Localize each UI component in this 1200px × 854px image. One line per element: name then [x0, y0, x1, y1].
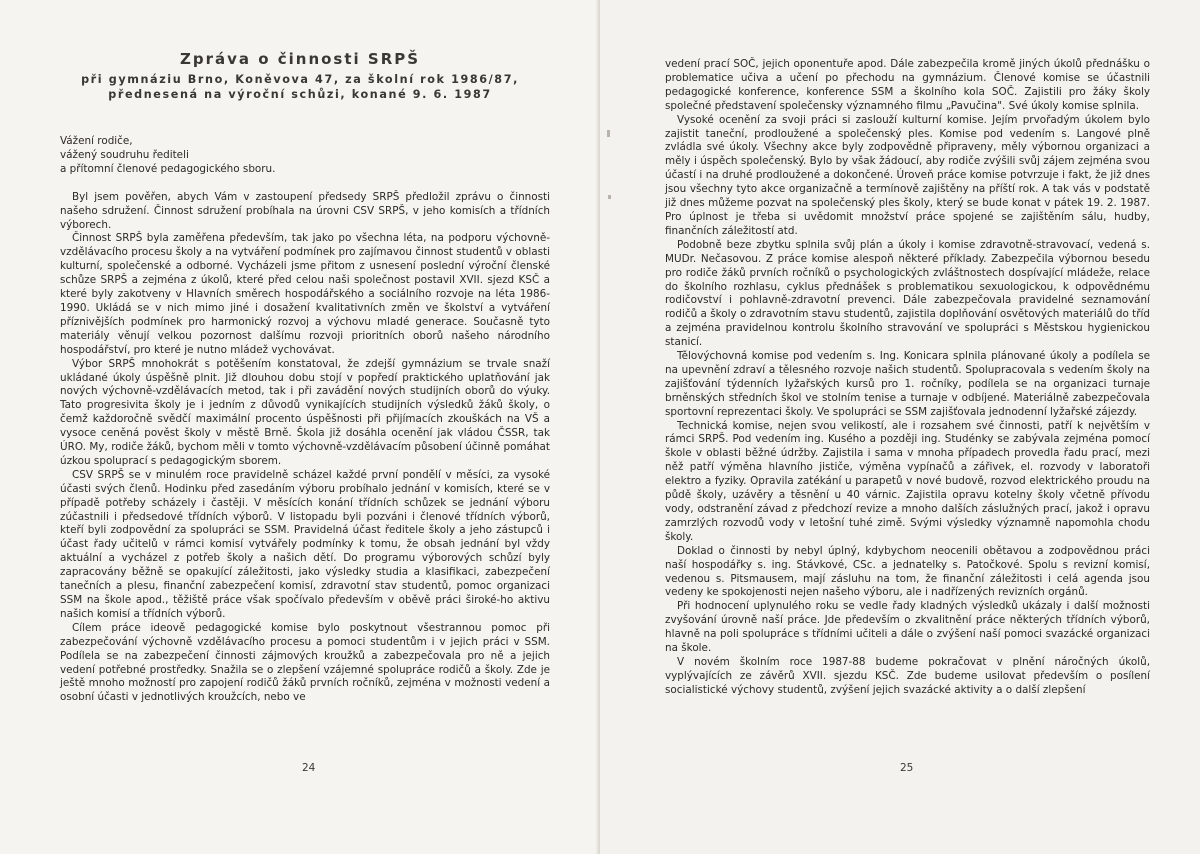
salutation-line: vážený soudruhu řediteli	[60, 148, 189, 161]
salutation	[60, 135, 550, 177]
paragraph: Výbor SRPŠ mnohokrát s potěšením konstatoval, že zdejší gymnázium se trvale snaží ukládané úkoly úspěšně plnit. Již dlouhou dobu stojí v popředí praktického uplatňování jak nových výchovně-vzdělávacích metod, tak i při zavádění nových studijních oborů do výuky. Tato progresivita školy je i jedním z důvodů vynikajících studijních výsledků žáků školy, o čemž každoročně svědčí maximální procento úspěšnosti při přijímacích zkouškách na VŠ a vysoce ceněná pověst školy v městě Brně. Škola již dosáhla ocenění jak vládou ČSSR, tak ÚRO. My, rodiče žáků, bychom měli v tomto výchovně-vzdělávacím působení účinně pomáhat úzkou spoluprací s pedagogickým sborem.	[60, 357, 550, 467]
right-page	[600, 0, 1200, 854]
report-subtitle-line-1: při gymnáziu Brno, Koněvova 47, za školní rok 1986/87,	[81, 73, 519, 86]
paragraph: Cílem práce ideově pedagogické komise bylo poskytnout všestrannou pomoc při zabezpečování výchovně vzdělávacího procesu a pomoci studentům i v jejich práci v SSM. Podílela se na zabezpečení činnosti zájmových kroužků a zabezpečovala pro ně a jejich vedení potřebné prostředky. Snažila se o zlepšení vzájemné spolupráce rodičů a školy. Zde je ještě mnoho možností pro zapojení rodičů žáků prvních ročníků, zejména v možnosti vedení a osobní účasti v jednotlivých kroužcích, nebo ve	[60, 621, 550, 704]
paragraph: vedení prací SOČ, jejich oponentuře apod. Dále zabezpečila kromě jiných úkolů přednášku o problematice učiva a učení po přechodu na gymnázium. Členové komise se účastnili pedagogické konference, konference SSM a školního kola SOČ. Zajistili pro žáky školy společné představení společensky významného filmu „Pavučina". Své úkoly komise splnila.	[665, 58, 1150, 112]
paragraph: V novém školním roce 1987-88 budeme pokračovat v plnění náročných úkolů, vyplývajících ze závěrů XVII. sjezdu KSČ. Zde budeme usilovat především o posílení socialistické výchovy studentů, zvýšení jejich svazácké aktivity a o další zlepšení	[665, 655, 1150, 696]
paragraph: Činnost SRPŠ byla zaměřena především, tak jako po všechna léta, na podporu výchovně-vzdělávacího procesu školy a na vytváření podmínek pro zajímavou činnost studentů v oblasti kulturní, společenské a odborné. Vycházeli jsme přitom z usnesení poslední výroční členské schůze SRPŠ a zejména z úkolů, které před celou naši společnost postavil XVII. sjezd KSČ a které byly zakotveny v Hlavních směrech hospodářského a sociálního rozvoje na léta 1986-1990. Ukládá se v nich mimo jiné i dosažení kvalitativních změn ve školství a vytváření příznivějších podmínek pro harmonický rozvoj a výchovu mladé generace. Současně tyto materiály věnují velkou pozornost dalšímu rozvoji prioritních oborů našeho národního hospodářství, pro které je nutno mládež vychovávat.	[60, 232, 550, 356]
paragraph: Byl jsem pověřen, abych Vám v zastoupení předsedy SRPŠ předložil zprávu o činnosti našeho sdružení. Činnost sdružení probíhala na úrovni CSV SRPŠ, v jeho komisích a třídních výborech.	[60, 190, 550, 231]
page-number: 24	[302, 762, 316, 774]
paragraph: Technická komise, nejen svou velikostí, ale i rozsahem své činnosti, patří k největším v rámci SRPŠ. Pod vedením ing. Kusého a později ing. Studénky se zabývala zejména pomocí škole v oblasti běžné údržby. Zajistila i sama v mnoha případech provedla řadu prací, mezi něž patří výměna hlavního jističe, výměna vypínačů a zářivek, el. rozvody v laboratoři elektro a fyziky. Opravila zatékání u parapetů v nové budově, rozvod elektrického proudu na půdě školy, uzávěry a těsnění u 40 várnic. Zajistila opravu kotelny školy včetně přívodu vody, odstranění závad z předchozí revize a mnoho dalších záslužných prací, jakož i opravu zamrzlých rozvodů vody v letošní tuhé zimě. Svými výsledky významně napomohla chodu školy.	[665, 419, 1150, 543]
salutation-line: Vážení rodiče,	[60, 135, 133, 147]
paper-speck	[608, 195, 611, 199]
page-number: 25	[900, 762, 914, 774]
paragraph: CSV SRPŠ se v minulém roce pravidelně scházel každé první pondělí v měsíci, za vysoké účasti svých členů. Hodinku před zasedáním výboru probíhalo jednání v komisích, které se v případě potřeby scházely i častěji. V měsících konání třídních schůzek se jednání výboru zúčastnili i předsedové třídních výborů. V listopadu byli pozváni i členové třídních výborů, kteří byli zodpovědní za spolupráci se SSM. Pravidelná účast ředitele školy a jeho zástupců i účast řady učitelů v rámci komisí vytvářely podmínky k tomu, že obsah jednání byl vždy aktuální a vycházel z potřeb školy a našich dětí. Do programu výborových schůzí byly zapracovány běžně se opakující záležitosti, jako výsledky studia a klasifikaci, zabezpečení tanečních a plesu, finanční zabezpečení komisí, zdravotní stav studentů, pomoc organizaci SSM na škole apod., těžiště práce však spočívalo především v oběvě práci široké-ho aktivu našich komisí a třídních výborů.	[60, 468, 550, 620]
report-header	[60, 50, 540, 102]
report-subtitle-line-2: přednesená na výroční schůzi, konané 9. 6. 1987	[108, 88, 492, 101]
paragraph: Tělovýchovná komise pod vedením s. Ing. Konicara splnila plánované úkoly a podílela se na upevnění zdraví a tělesného rozvoje našich studentů. Spolupracovala s vedením školy na zajišťování týdenních lyžařských kursů pro 1. ročníky, podílela se na organizaci turnaje brněnských středních škol ve stolním tenise a turnaje v odbíjené. Materiálně zabezpečovala sportovní reprezentaci školy. Ve spolupráci se SSM zajišťovala jednodenní lyžařské zájezdy.	[665, 350, 1150, 418]
salutation-line: a přítomní členové pedagogického sboru.	[60, 162, 276, 175]
report-title: Zpráva o činnosti SRPŠ	[179, 50, 421, 68]
paragraph: Vysoké ocenění za svoji práci si zaslouží kulturní komise. Jejím prvořadým úkolem bylo zajistit taneční, prodloužené a společenský ples. Komise pod vedením s. Langové plně zvládla své úkoly. Všechny akce byly zodpovědně připraveny, měly výbornou organizaci a měly i úspěch společenský. Bylo by však žádoucí, aby rodiče zvýšili svůj zájem zejména svou účastí i na druhé prodloužené a dokončené. Úroveň práce komise potvrzuje i fakt, že již dnes jsou všechny tyto akce organizačně a termínově zajištěny na příští rok. A tak vás v podstatě již dnes můžeme pozvat na společenský ples školy, který se bude konat v pátek 19. 2. 1987. Pro úplnost je třeba si uvědomit množství práce spojené se zajištěním sálu, hudby, finančních záležitostí atd.	[665, 113, 1150, 237]
paragraph: Při hodnocení uplynulého roku se vedle řady kladných výsledků ukázaly i další možnosti zvyšování úrovně naší práce. Jde především o zkvalitnění práce některých třídních výborů, hlavně na poli spolupráce s třídními učiteli a dále o zvýšení naší pomoci svazácké organizaci na škole.	[665, 600, 1150, 655]
right-page-body	[665, 58, 1150, 698]
paragraph: Doklad o činnosti by nebyl úplný, kdybychom neocenili obětavou a zodpovědnou práci naší hospodářky s. ing. Stávkové, CSc. a jednatelky s. Patočkové. Spolu s revizní komisí, vedenou s. Pitsmausem, mají zásluhu na tom, že finanční záležitosti i celá agenda jsou vedeny ke spokojenosti nejen našeho výboru, ale i nadřízených revizních orgánů.	[665, 544, 1150, 599]
paragraph: Podobně beze zbytku splnila svůj plán a úkoly i komise zdravotně-stravovací, vedená s. MUDr. Nečasovou. Z práce komise alespoň některé příklady. Zabezpečila výbornou besedu pro rodiče žáků prvních ročníků o psychologických zvláštnostech dospívající mládeže, relace do školního rozhlasu, cyklus přednášek s problematikou sexuologickou, k odpovědnému rodičovství i pohlavně-zdravotní prevenci. Dále zabezpečovala pravidelné seznamování rodičů a školy o zdravotním stavu studentů, zajistila doplňování osvětových materiálů do tříd a zejména pravidelnou kontrolu školního stravování ve spolupráci s Městskou hygienickou stanicí.	[665, 238, 1150, 349]
paper-speck	[607, 130, 610, 137]
left-page-body	[60, 135, 550, 705]
